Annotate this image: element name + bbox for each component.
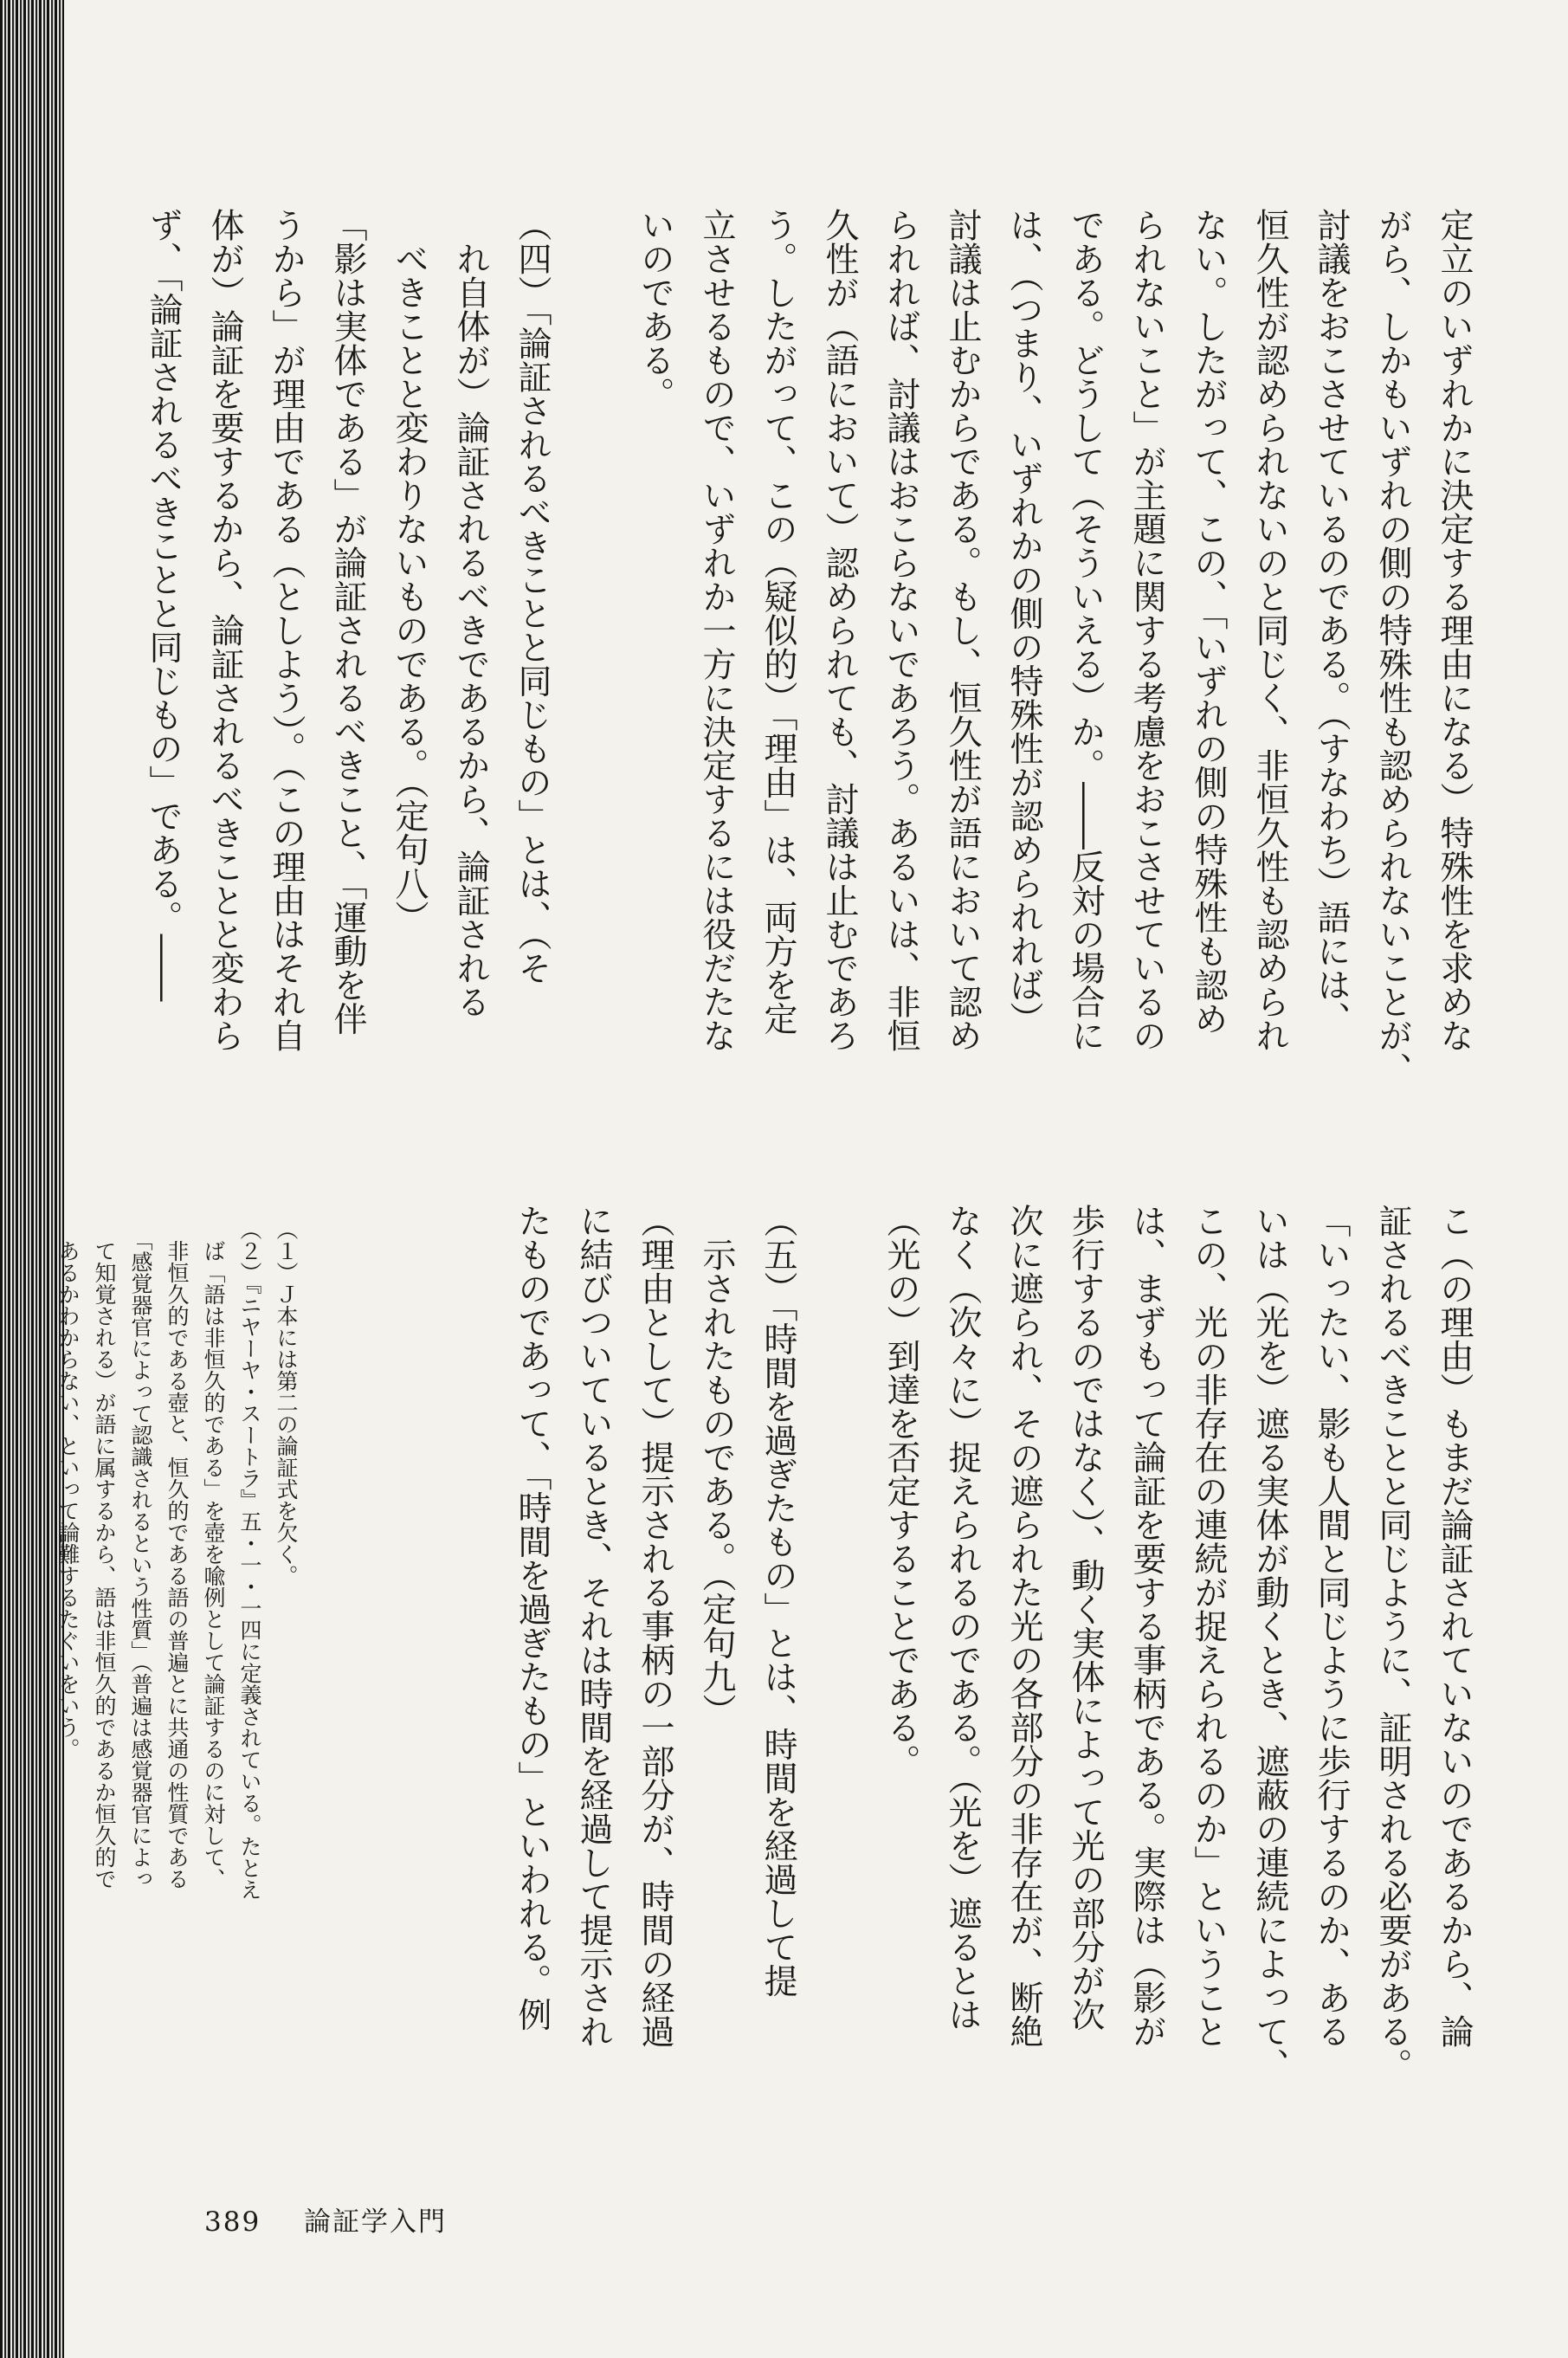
footnote-line: ば「語は非恒久的である」を壺を喩例として論証するのに対して、 [201, 1218, 226, 1890]
upper-text-block [132, 208, 1485, 1165]
footnote-line: て知覚される）が語に属するから、語は非恒久的であるか恒久的で [92, 1218, 117, 1890]
upper-text-line: 恒久性が認められないのと同じく、非恒久性も認められ [1250, 208, 1289, 1052]
upper-text-line [563, 208, 624, 1165]
upper-text-line: 定立のいずれかに決定する理由になる）特殊性を求めな [1435, 208, 1474, 1052]
upper-text-line: 立させるもので、いずれか一方に決定するには役だたな [697, 208, 736, 1052]
footnote-line: あるかわからない、といって論難するたぐいをいう。 [55, 1218, 81, 1760]
lower-text-block [501, 1204, 1485, 2156]
lower-text-line: 証されるべきことと同じように、証明される必要がある。 [1373, 1204, 1412, 2082]
upper-text-line: （四）「論証されるべきことと同じもの」とは、（そ [513, 208, 552, 985]
upper-text-line: 討議をおこさせているのである。（すなわち）語には、 [1312, 208, 1351, 1036]
footnotes [49, 1218, 304, 2050]
lower-text-line: に結びついているとき、それは時間を経過して提示され [574, 1204, 613, 2048]
upper-text-line: ず、「論証されるべきことと同じもの」である。―― [144, 208, 183, 1002]
lower-text-line: （光の）到達を否定することである。 [881, 1204, 920, 1778]
upper-text-line: 「影は実体である」が論証されるべきこと、「運動を伴 [328, 208, 367, 1036]
upper-text-line: れ自体が）論証されるべきであるから、論証される [451, 208, 490, 1018]
page-number: 389 [204, 2206, 261, 2238]
upper-text-line: 久性が（語において）認められても、討議は止むであろ [820, 208, 859, 1052]
lower-text-line [809, 1204, 870, 2156]
footnote-line: 「感覚器官によって認識されるという性質」（普遍は感覚器官によっ [128, 1218, 153, 1890]
lower-text-line: 「いったい、影も人間と同じように歩行するのか、ある [1312, 1204, 1351, 2048]
running-title: 論証学入門 [304, 2206, 448, 2238]
lower-text-line: こ（の理由）もまだ論証されていないのであるから、論 [1435, 1204, 1474, 2048]
footnote-line: （１）Ｊ本には第二の論証式を欠く。 [274, 1218, 299, 1586]
upper-text-line: 体が）論証を要するから、論証されるべきことと変わら [205, 208, 244, 1052]
upper-text-line: られれば、討議はおこらないであろう。あるいは、非恒 [881, 208, 920, 1052]
upper-text-line: がら、しかもいずれの側の特殊性も認められないことが、 [1373, 208, 1412, 1086]
upper-text-line: いのである。 [636, 208, 674, 410]
upper-text-line: べきことと変わりないものである。（定句八） [390, 208, 429, 934]
lower-text-line: なく（次々に）捉えられるのである。（光を）遮るとは [943, 1204, 982, 2032]
upper-text-line: 討議は止むからである。もし、恒久性が語において認め [943, 208, 982, 1052]
lower-text-line: いは（光を）遮る実体が動くとき、遮蔽の連続によって、 [1250, 1204, 1289, 2082]
footnote-line: 非恒久的である壺と、恒久的である語の普遍とに共通の性質である [165, 1218, 190, 1890]
lower-text-line: （五）「時間を過ぎたもの」とは、時間を経過して提 [758, 1204, 797, 1998]
upper-text-line: られないこと」が主題に関する考慮をおこさせているの [1127, 208, 1166, 1052]
lower-text-line: この、光の非存在の連続が捉えられるのか」ということ [1189, 1204, 1228, 2048]
lower-text-line: 歩行するのではなく）、動く実体によって光の部分が次 [1066, 1204, 1105, 2032]
lower-text-line: たものであって、「時間を過ぎたもの」といわれる。例 [513, 1204, 552, 2032]
upper-text-line: である。どうして（そういえる）か。――反対の場合に [1066, 208, 1105, 1052]
page-footer [204, 2200, 480, 2238]
lower-text-line: 次に遮られ、その遮られた光の各部分の非存在が、断絶 [1004, 1204, 1043, 2048]
lower-text-line: は、まずもって論証を要する事柄である。実際は（影が [1127, 1204, 1166, 2048]
footnote-line: （２）『ニヤーヤ・スートラ』五・一・一四に定義されている。たとえ [237, 1218, 262, 1901]
upper-text-line: う。したがって、この（疑似的）「理由」は、両方を定 [758, 208, 797, 1036]
upper-text-line: は、（つまり、いずれかの側の特殊性が認められれば） [1004, 208, 1043, 1036]
lower-text-line: 示されたものである。（定句九） [697, 1204, 736, 1728]
lower-text-line: （理由として）提示される事柄の一部分が、時間の経過 [636, 1204, 674, 2048]
upper-text-line: うから」が理由である（としよう）。（この理由はそれ自 [267, 208, 306, 1052]
upper-text-line: ない。したがって、この、「いずれの側の特殊性も認め [1189, 208, 1228, 1036]
